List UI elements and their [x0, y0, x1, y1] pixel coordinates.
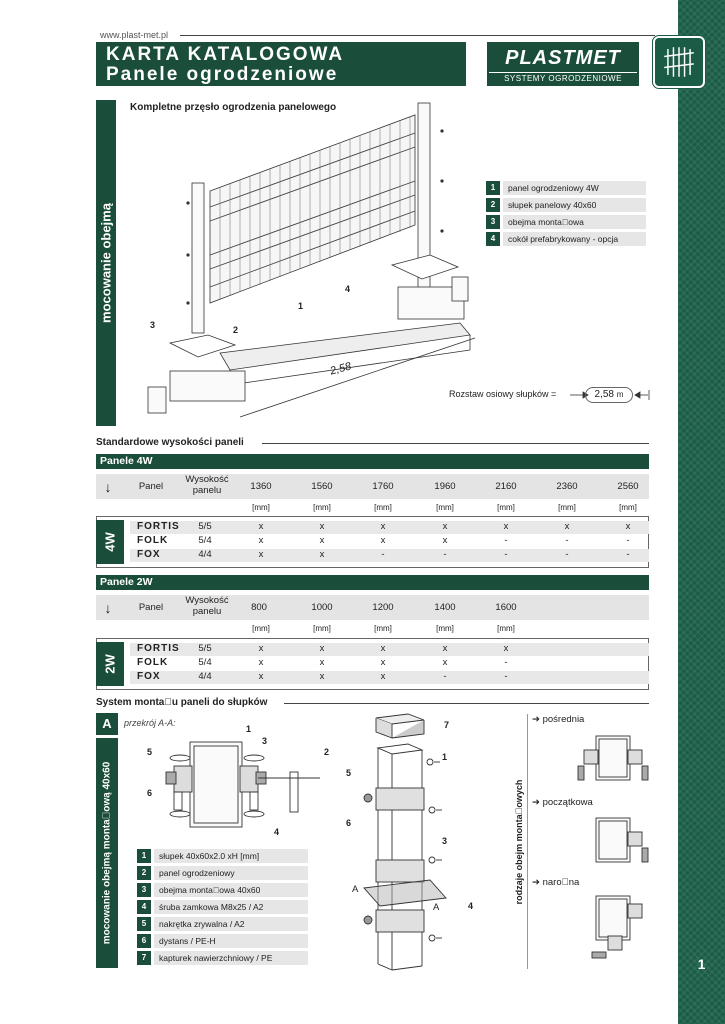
table-4w-tag	[96, 520, 124, 564]
product-name: FOLK	[137, 535, 169, 546]
mounting-side-label	[96, 738, 118, 968]
size-col: 1360	[250, 481, 272, 492]
sort-arrow-down-icon: ↓	[104, 600, 112, 616]
spacing-value-box	[585, 387, 633, 403]
unit-label: [mm]	[497, 624, 515, 633]
parts-legend	[486, 181, 646, 249]
availability-cell: -	[565, 535, 569, 546]
post-callout-5: 5	[346, 768, 352, 778]
section-a-tag: A	[96, 713, 118, 735]
post-callout-6: 6	[346, 818, 352, 828]
heights-rule	[262, 443, 649, 444]
arrow-right-icon: ➔	[532, 877, 540, 888]
section-marker-left: A	[352, 884, 359, 895]
clamp-type-label: naro na	[542, 877, 580, 888]
page-number: 1	[697, 956, 706, 972]
mounting-legend	[137, 849, 308, 968]
product-ratio: 5/4	[198, 535, 212, 546]
cs-callout-6: 6	[147, 788, 153, 798]
post-callout-1: 1	[442, 752, 448, 762]
legend-text: obejma monta owa 40x60	[154, 883, 308, 897]
unit-label: [mm]	[558, 503, 576, 512]
size-col: 2560	[617, 481, 639, 492]
unit-label: [mm]	[252, 503, 270, 512]
brand-name: PLASTMET	[489, 44, 637, 72]
post-callout-3: 3	[442, 836, 448, 846]
fence-span-drawing	[140, 95, 480, 425]
heights-title: Standardowe wysokości paneli	[96, 437, 244, 448]
unit-label: [mm]	[313, 503, 331, 512]
sort-arrow-down-icon: ↓	[104, 479, 112, 495]
product-ratio: 5/4	[198, 657, 212, 668]
cs-callout-5: 5	[147, 747, 153, 757]
callout-3: 3	[150, 320, 156, 330]
legend-text: cokół prefabrykowany - opcja	[503, 232, 646, 246]
product-ratio: 4/4	[198, 549, 212, 560]
legend-num: 2	[137, 866, 151, 880]
legend-row	[137, 866, 308, 880]
availability-cell: -	[504, 549, 508, 560]
height-col-line2: panelu	[192, 485, 222, 496]
availability-cell: -	[504, 535, 508, 546]
availability-cell: -	[565, 549, 569, 560]
title-line-2: Panele ogrodzeniowe	[106, 64, 339, 85]
clamp-types-side	[510, 714, 528, 969]
legend-num: 6	[137, 934, 151, 948]
availability-cell: x	[258, 535, 264, 546]
availability-cell: x	[564, 521, 570, 532]
availability-cell: x	[380, 671, 386, 682]
legend-num: 1	[137, 849, 151, 863]
height-col-header	[175, 474, 239, 496]
legend-num: 5	[137, 917, 151, 931]
legend-row	[486, 215, 646, 229]
product-ratio: 5/5	[198, 643, 212, 654]
table-2w-tag	[96, 642, 124, 686]
table-4w-band: Panele 4W	[96, 454, 649, 469]
availability-cell: x	[319, 643, 325, 654]
cs-callout-1: 1	[246, 724, 252, 734]
availability-cell: -	[626, 535, 630, 546]
unit-label: [mm]	[374, 503, 392, 512]
size-col: 1600	[495, 602, 517, 613]
availability-cell: x	[380, 535, 386, 546]
post-callout-4: 4	[468, 901, 474, 911]
product-name: FOX	[137, 671, 161, 682]
legend-text: nakrętka zrywalna / A2	[154, 917, 308, 931]
product-ratio: 4/4	[198, 671, 212, 682]
panel-col-header: Panel	[138, 602, 164, 613]
availability-cell: -	[443, 549, 447, 560]
spacing-value: 2,58	[594, 389, 614, 400]
legend-row	[486, 232, 646, 246]
legend-row	[137, 883, 308, 897]
product-name: FOX	[137, 549, 161, 560]
unit-label: [mm]	[436, 624, 454, 633]
availability-cell: -	[626, 549, 630, 560]
cs-callout-4: 4	[274, 827, 280, 837]
post-callout-7: 7	[444, 720, 450, 730]
availability-cell: x	[625, 521, 631, 532]
product-ratio: 5/5	[198, 521, 212, 532]
clamp-type-label: pośrednia	[542, 714, 585, 725]
section-subtitle: Kompletne przęsło ogrodzenia panelowego	[130, 102, 337, 113]
unit-label: [mm]	[436, 503, 454, 512]
availability-cell: x	[442, 657, 448, 668]
unit-label: [mm]	[374, 624, 392, 633]
availability-cell: -	[443, 671, 447, 682]
cs-callout-2: 2	[324, 747, 330, 757]
size-col: 800	[251, 602, 267, 613]
legend-text: słupek panelowy 40x60	[503, 198, 646, 212]
tag-text: 2W	[102, 654, 118, 674]
cs-callout-3: 3	[262, 736, 268, 746]
height-col-line1: Wysokość	[185, 474, 229, 485]
brand-tagline: SYSTEMY OGRODZENIOWE	[489, 72, 637, 84]
availability-cell: x	[319, 657, 325, 668]
panel-col-header: Panel	[138, 481, 164, 492]
availability-cell: x	[380, 521, 386, 532]
legend-num: 1	[486, 181, 500, 195]
legend-num: 3	[137, 883, 151, 897]
side-stripe	[678, 0, 725, 1024]
availability-cell: -	[504, 671, 508, 682]
legend-num: 2	[486, 198, 500, 212]
legend-row	[137, 900, 308, 914]
cross-section-label: przekrój A-A:	[124, 718, 176, 728]
legend-num: 4	[137, 900, 151, 914]
size-col: 1960	[434, 481, 456, 492]
unit-label: [mm]	[619, 503, 637, 512]
legend-row	[137, 849, 308, 863]
size-col: 2360	[556, 481, 578, 492]
availability-cell: x	[258, 521, 264, 532]
legend-num: 7	[137, 951, 151, 965]
product-name: FOLK	[137, 657, 169, 668]
height-col-header	[175, 595, 239, 617]
arrow-right-icon: ➔	[532, 797, 540, 808]
size-col: 1400	[434, 602, 456, 613]
page-title	[96, 42, 466, 86]
availability-cell: x	[319, 671, 325, 682]
product-name: FORTIS	[137, 643, 180, 654]
brand-logo	[487, 42, 639, 86]
legend-row	[486, 198, 646, 212]
availability-cell: x	[319, 521, 325, 532]
legend-text: słupek 40x60x2.0 xH [mm]	[154, 849, 308, 863]
unit-label: [mm]	[497, 503, 515, 512]
legend-text: kapturek nawierzchniowy / PE	[154, 951, 308, 965]
size-col: 1000	[311, 602, 333, 613]
legend-text: panel ogrodzeniowy 4W	[503, 181, 646, 195]
callout-4: 4	[345, 284, 351, 294]
product-name: FORTIS	[137, 521, 180, 532]
availability-cell: -	[381, 549, 385, 560]
legend-row	[137, 934, 308, 948]
clamp-type-label: początkowa	[542, 797, 593, 808]
website-url[interactable]: www.plast-met.pl	[100, 30, 169, 40]
availability-cell: x	[442, 521, 448, 532]
size-col: 1760	[372, 481, 394, 492]
availability-cell: -	[504, 657, 508, 668]
legend-text: dystans / PE-H	[154, 934, 308, 948]
legend-text: śruba zamkowa M8x25 / A2	[154, 900, 308, 914]
size-col: 1560	[311, 481, 333, 492]
clamp-type-intermediate	[532, 714, 584, 725]
table-2w-band: Panele 2W	[96, 575, 649, 590]
arrow-right-icon: ➔	[532, 714, 540, 725]
legend-num: 3	[486, 215, 500, 229]
availability-cell: x	[319, 549, 325, 560]
spacing-unit: m	[616, 390, 624, 399]
span-dimension: 2,58	[328, 360, 353, 378]
section-side-label	[96, 100, 116, 426]
clamp-types-label: rodzaje obejm monta owych	[513, 779, 524, 904]
mounting-title: System monta u paneli do słupków	[96, 697, 268, 708]
availability-cell: x	[380, 643, 386, 654]
tag-text: 4W	[102, 532, 118, 552]
clamp-types-drawing	[570, 726, 660, 971]
header-rule	[180, 35, 655, 36]
size-col: 2160	[495, 481, 517, 492]
unit-label: [mm]	[313, 624, 331, 633]
height-col-line2: panelu	[192, 606, 222, 617]
spacing-label: Rozstaw osiowy słupków =	[449, 389, 557, 399]
unit-label: [mm]	[252, 624, 270, 633]
availability-cell: x	[319, 535, 325, 546]
legend-num: 4	[486, 232, 500, 246]
fence-logo-icon	[653, 36, 705, 88]
height-col-line1: Wysokość	[185, 595, 229, 606]
availability-cell: x	[442, 535, 448, 546]
section-marker-right: A	[433, 902, 440, 913]
callout-1: 1	[298, 301, 304, 311]
availability-cell: x	[442, 643, 448, 654]
post-assembly-drawing	[350, 710, 490, 975]
mounting-side-text: mocowanie obejmą monta ową 40x60	[101, 761, 113, 945]
availability-cell: x	[258, 549, 264, 560]
availability-cell: x	[258, 643, 264, 654]
side-label-text: mocowanie obejmą	[98, 203, 114, 323]
legend-row	[486, 181, 646, 195]
legend-row	[137, 917, 308, 931]
mounting-rule	[284, 703, 649, 704]
availability-cell: x	[258, 671, 264, 682]
legend-text: panel ogrodzeniowy	[154, 866, 308, 880]
availability-cell: x	[503, 521, 509, 532]
title-line-1: KARTA KATALOGOWA	[106, 44, 345, 65]
availability-cell: x	[503, 643, 509, 654]
size-col: 1200	[372, 602, 394, 613]
availability-cell: x	[258, 657, 264, 668]
legend-text: obejma monta owa	[503, 215, 646, 229]
availability-cell: x	[380, 657, 386, 668]
cross-section-drawing	[140, 722, 340, 842]
legend-row	[137, 951, 308, 965]
callout-2: 2	[233, 325, 239, 335]
